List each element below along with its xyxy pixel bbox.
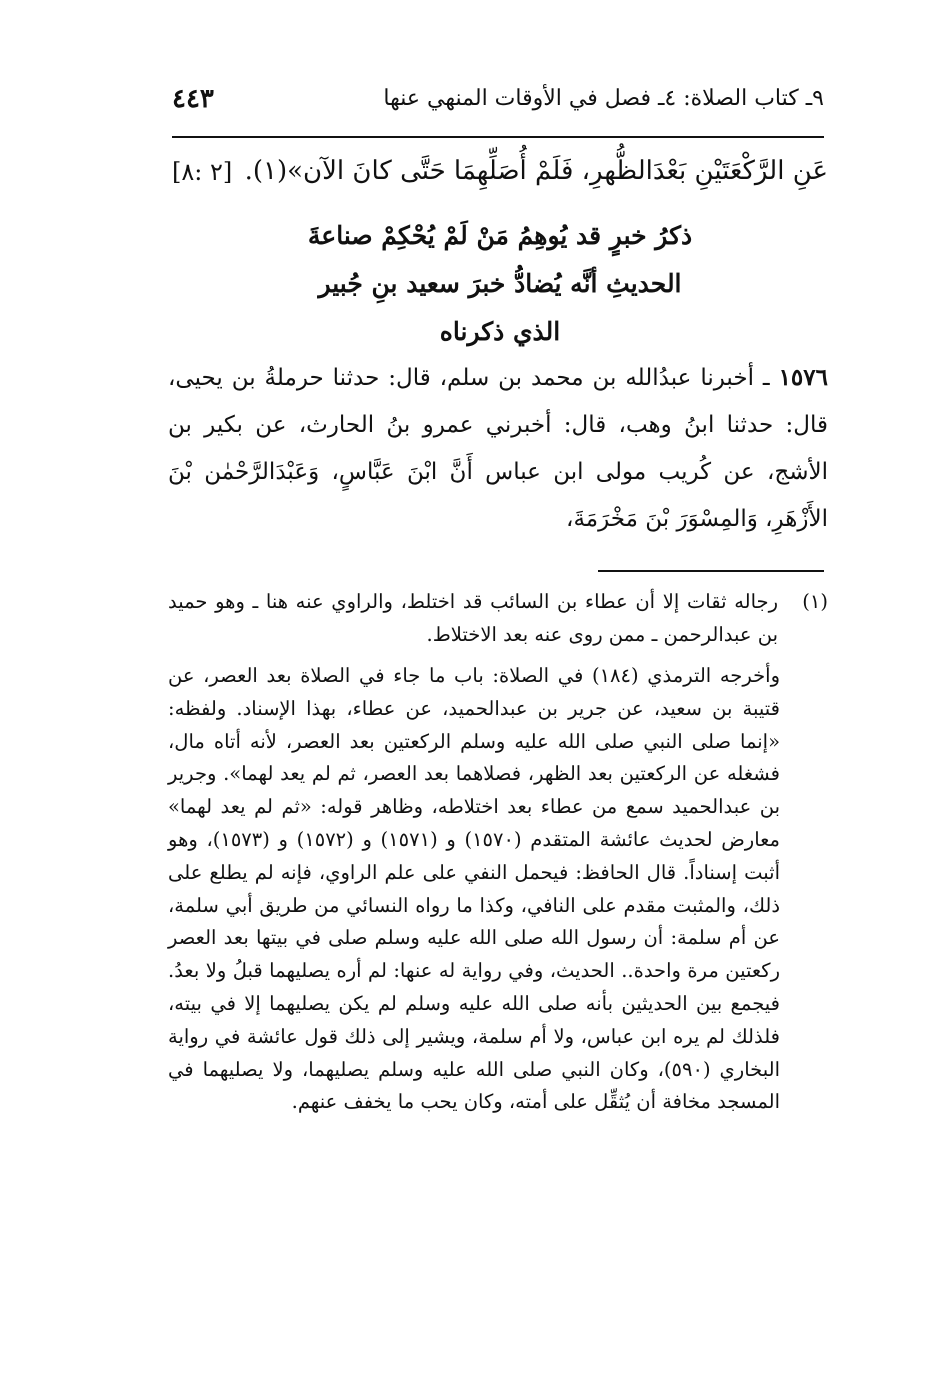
hadith-text: ـ أخبرنا عبدُالله بن محمد بن سلم، قال: حدثنا حرملةُ بن يحيى، قال: حدثنا ابنُ وهب، قال: أخبرني عمرو بنُ الحارث، عن بكير بن الأشج، عن كُريب مولى ابن عباس أَنَّ ابْنَ عَبَّاسٍ، وَعَبْدَالرَّحْمٰن بْنَ الأَزْهَرِ، وَالمِسْوَرَ بْنَ مَخْرَمَةَ، <box>168 365 828 532</box>
chapter-title-line-1: ذكرُ خبرٍ قد يُوهِمُ مَنْ لَمْ يُحْكِمْ صناعةَ <box>307 221 693 250</box>
hadith-number: ١٥٧٦ <box>778 364 828 391</box>
footnote-marker: (١) <box>802 590 828 613</box>
hadith-end-text: عَنِ الرَّكْعَتَيْنِ بَعْدَالظُّهرِ، فَلَمْ أُصَلِّهِمَا حَتَّى كانَ الآن»(١). <box>244 156 828 186</box>
chapter-title-line-3: الذي ذكرناه <box>439 317 561 346</box>
hadith-continuation-line <box>168 150 828 200</box>
footnote-1-text: رجاله ثقات إلا أن عطاء بن السائب قد اختلط، والراوي عنه هنا ـ وهو حميد بن عبدالرحمن ـ ممن روى عنه بعد الاختلاط. <box>168 590 778 646</box>
hadith-reference: [٢ :٨] <box>172 158 233 186</box>
running-head: ٩ـ كتاب الصلاة: ٤ـ فصل في الأوقات المنهي عنها <box>383 86 824 111</box>
footnote-2-text: وأخرجه الترمذي (١٨٤) في الصلاة: باب ما جاء في الصلاة بعد العصر، عن قتيبة بن سعيد، عن جرير بن عبدالحميد، عن عطاء، بهذا الإسناد. ولفظه: «إنما صلى النبي صلى الله عليه وسلم الركعتين بعد العصر، لأنه أتاه مال، فشغله عن الركعتين بعد الظهر، فصلاهما بعد العصر، ثم لم يعد لهما». وجرير بن عبدالحميد سمع من عطاء بعد اختلاطه، وظاهر قوله: «ثم لم يعد لهما» معارض لحديث عائشة المتقدم (١٥٧٠) و (١٥٧١) و (١٥٧٢) و (١٥٧٣)، وهو أثبت إسناداً. قال الحافظ: فيحمل النفي على علم الراوي، فإنه لم يطلع على ذلك، والمثبت مقدم على النافي، وكذا ما رواه النسائي من طريق أبي سلمة، عن أم سلمة: أن رسول الله صلى الله عليه وسلم صلى في بيتها بعد العصر ركعتين مرة واحدة.. الحديث، وفي رواية له عنها: لم أره يصليهما قبلُ ولا بعدُ. فيجمع بين الحديثين بأنه صلى الله عليه وسلم لم يكن يصليهما إلا في بيته، فلذلك لم يره ابن عباس، ولا أم سلمة، ويشير إلى ذلك قول عائشة في رواية البخاري (٥٩٠)، وكان النبي صلى الله عليه وسلم يصليهما، ولا يصليهما في المسجد مخافة أن يُثقِّل على أمته، وكان يحب ما يخفف عنهم. <box>168 664 780 1114</box>
chapter-title-line-2: الحديثِ أنَّه يُضادُّ خبرَ سعيد بنِ جُبير <box>318 269 682 298</box>
footnote-1 <box>168 586 828 652</box>
chapter-title <box>200 212 800 356</box>
page-header <box>172 82 824 122</box>
footnote-rule <box>598 570 824 572</box>
page-number: ٤٤٣ <box>172 84 214 114</box>
footnote-1-continuation <box>168 660 828 1119</box>
hadith-paragraph <box>168 354 828 543</box>
header-rule <box>172 136 824 138</box>
